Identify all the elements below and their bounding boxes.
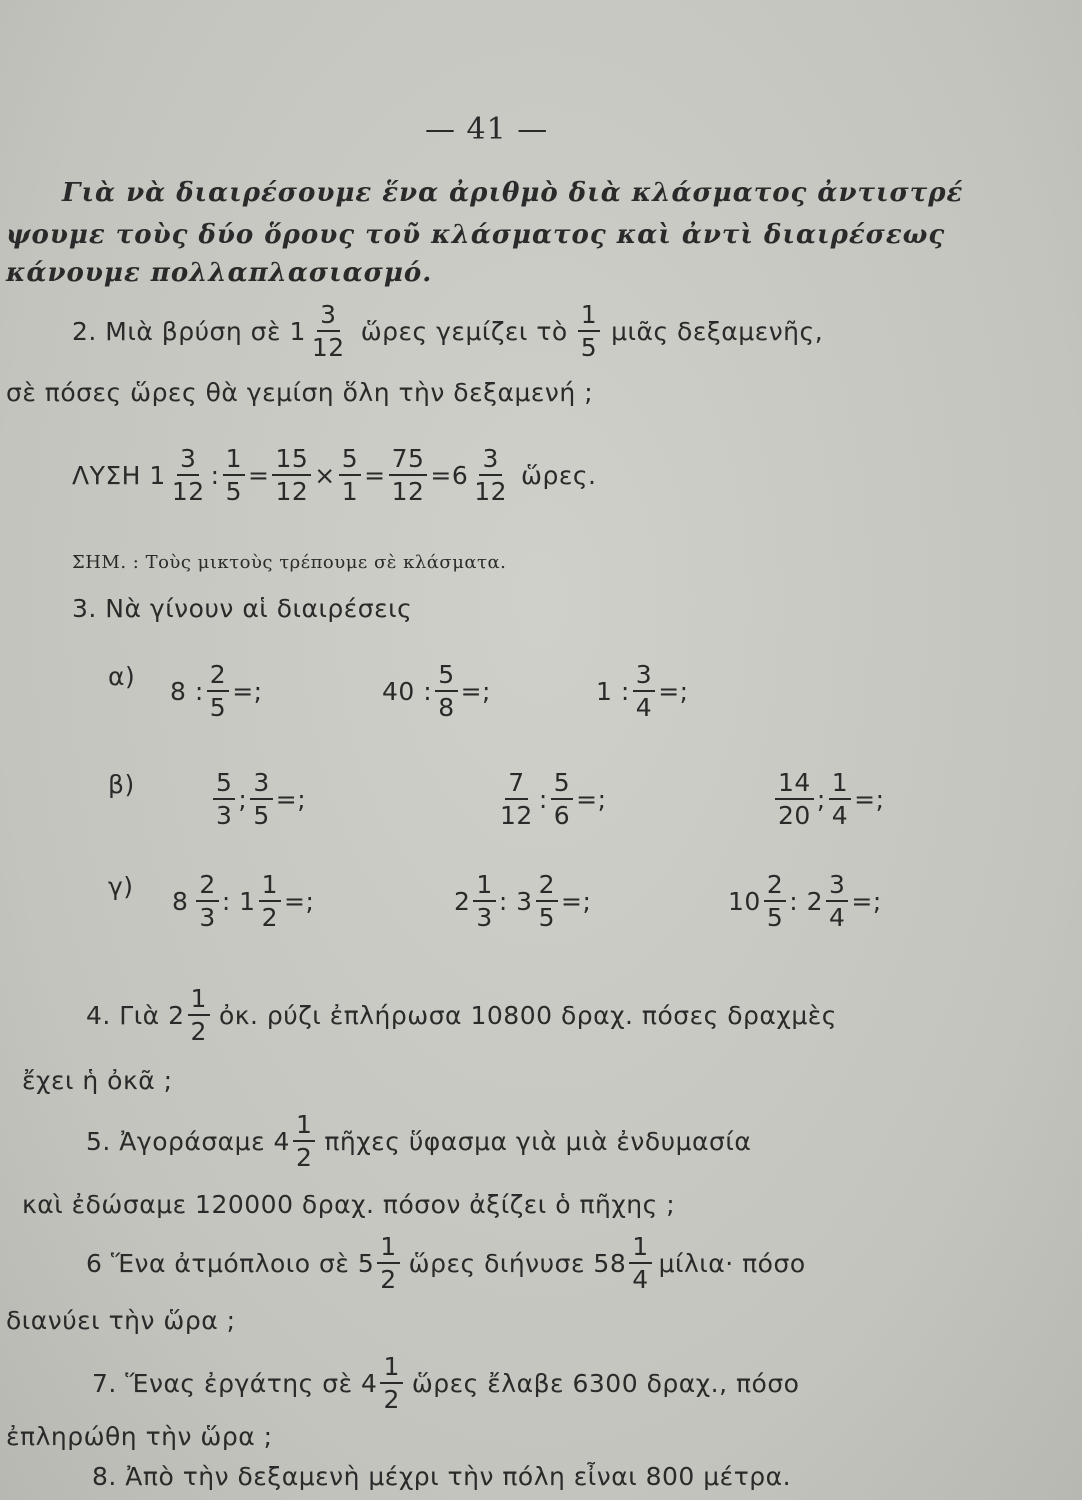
expr-text: : 3 — [498, 886, 533, 916]
fraction: $\frac{5}{3}$ — [213, 770, 235, 828]
problem-2-text-c: μιᾶς δεξαμενῆς, — [611, 316, 824, 346]
beta-expr-2 — [494, 770, 607, 828]
expr-text: =; — [851, 886, 882, 916]
beta-expr-3 — [772, 770, 885, 828]
problem-2-text-b: ὥρες γεμίζει τὸ — [360, 316, 568, 346]
problem-7-text-b: ὥρες ἔλαβε 6300 δραχ., πόσο — [411, 1368, 800, 1398]
fraction: $\frac{2}{5}$ — [536, 872, 558, 930]
problem-4-text-b: ὀκ. ρύζι ἐπλήρωσα 10800 δραχ. πόσες δραχμὲς — [218, 1000, 837, 1030]
expr-text: 10 — [728, 886, 761, 916]
problem-6-text-a: 6 Ἕνα ἀτμόπλοιο σὲ 5 — [86, 1248, 375, 1278]
fraction: $\frac{1}{3}$ — [473, 872, 495, 930]
fraction: $\frac{5}{1}$ — [339, 446, 361, 504]
expr-text: 1 : — [596, 676, 630, 706]
expr-text: ; — [238, 784, 248, 814]
problem-4-text-a: 4. Γιὰ 2 — [86, 1000, 185, 1030]
fraction: $\frac{75}{12}$ — [389, 446, 428, 504]
gamma-expr-1 — [172, 872, 314, 930]
alpha-label: α) — [108, 662, 136, 691]
rule-line-1: Γιὰ νὰ διαιρέσουμε ἕνα ἀριθμὸ διὰ κλάσματος ἀντιστρέ — [62, 178, 964, 208]
fraction: $\frac{2}{5}$ — [207, 662, 229, 720]
problem-5-line-2: καὶ ἐδώσαμε 120000 δραχ. πόσον ἀξίζει ὁ πῆχης ; — [22, 1190, 676, 1219]
problem-7-text-a: 7. Ἕνας ἐργάτης σὲ 4 — [92, 1368, 378, 1398]
operator: = — [247, 460, 270, 490]
expr-text: =; — [576, 784, 607, 814]
expr-text: : 1 — [221, 886, 256, 916]
problem-8-line-1: 8. Ἀπὸ τὴν δεξαμενὴ μέχρι τὴν πόλη εἶναι 800 μέτρα. — [92, 1462, 792, 1491]
operator: : — [210, 460, 220, 490]
beta-label-wrap — [108, 770, 135, 799]
expr-text: 40 : — [382, 676, 433, 706]
beta-label: β) — [108, 770, 135, 799]
rule-line-2: ψουμε τοὺς δύο ὅρους τοῦ κλάσματος καὶ ἀντὶ διαιρέσεως — [6, 220, 946, 250]
note: ΣΗΜ. : Τοὺς μικτοὺς τρέπουμε σὲ κλάσματα. — [72, 552, 507, 573]
fraction: $\frac{15}{12}$ — [272, 446, 311, 504]
expr-text: =; — [854, 784, 885, 814]
fraction: $\frac{3}{4}$ — [826, 872, 848, 930]
fraction: $\frac{3}{5}$ — [250, 770, 272, 828]
gamma-label: γ) — [108, 872, 134, 901]
problem-2-line-2: σὲ πόσες ὥρες θὰ γεμίση ὅλη τὴν δεξαμενή ; — [6, 378, 594, 407]
expr-text: =; — [275, 784, 307, 814]
page-number: — 41 — — [425, 112, 549, 147]
alpha-expr-1 — [170, 662, 263, 720]
rule-line-3: κάνουμε πολλαπλασιασμό. — [6, 258, 433, 288]
fraction: $\frac{5}{6}$ — [551, 770, 573, 828]
gamma-label-wrap — [108, 872, 134, 901]
fraction: $\frac{3}{12}$ — [171, 444, 205, 506]
beta-expr-1 — [210, 770, 306, 828]
expr-text: =; — [658, 676, 689, 706]
fraction: $\frac{14}{20}$ — [775, 770, 814, 828]
fraction: $\frac{3}{4}$ — [633, 662, 655, 720]
problem-5-line-1 — [86, 1112, 751, 1170]
problem-6-line-1 — [86, 1234, 806, 1292]
expr-text: 2 — [454, 886, 471, 916]
fraction: $\frac{3}{12}$ — [311, 300, 345, 362]
problem-5-text-a: 5. Ἀγοράσαμε 4 — [86, 1126, 290, 1156]
problem-7-line-2: ἐπληρώθη τὴν ὥρα ; — [6, 1422, 273, 1451]
expr-text: 8 : — [170, 676, 204, 706]
fraction: $\frac{1}{2}$ — [188, 986, 210, 1044]
operator: =6 — [430, 460, 469, 490]
solution-line — [72, 446, 596, 504]
problem-6-text-c: μίλια· πόσο — [658, 1248, 806, 1278]
fraction: $\frac{1}{2}$ — [380, 1354, 402, 1412]
expr-text: =; — [561, 886, 592, 916]
problem-4-line-1 — [86, 986, 837, 1044]
fraction: $\frac{1}{2}$ — [293, 1112, 315, 1170]
fraction: $\frac{1}{4}$ — [629, 1234, 651, 1292]
operator: = — [364, 460, 386, 490]
problem-6-line-2: διανύει τὴν ὥρα ; — [6, 1306, 236, 1335]
expr-text: =; — [284, 886, 315, 916]
fraction: $\frac{2}{3}$ — [196, 872, 218, 930]
fraction: $\frac{7}{12}$ — [500, 768, 533, 830]
problem-4-line-2: ἔχει ἡ ὀκᾶ ; — [22, 1066, 173, 1095]
problem-5-text-b: πῆχες ὕφασμα γιὰ μιὰ ἐνδυμασία — [324, 1126, 752, 1156]
expr-text: =; — [232, 676, 263, 706]
fraction: $\frac{5}{8}$ — [435, 662, 457, 720]
alpha-label-wrap — [108, 662, 135, 691]
solution-unit: ὥρες. — [521, 460, 597, 490]
expr-text: : 2 — [789, 886, 823, 916]
problem-2-line-1 — [72, 302, 823, 360]
fraction: $\frac{2}{5}$ — [764, 872, 786, 930]
fraction: $\frac{1}{2}$ — [259, 872, 281, 930]
alpha-expr-3 — [596, 662, 689, 720]
fraction: $\frac{1}{4}$ — [829, 770, 851, 828]
fraction: $\frac{3}{12}$ — [474, 444, 508, 506]
expr-text: ; — [816, 784, 826, 814]
problem-2-text-a: 2. Μιὰ βρύση σὲ 1 — [72, 316, 306, 346]
expr-text: : — [538, 784, 548, 814]
alpha-expr-2 — [382, 662, 491, 720]
problem-3-title: 3. Νὰ γίνουν αἱ διαιρέσεις — [72, 594, 413, 623]
gamma-expr-3 — [728, 872, 882, 930]
solution-label: ΛΥΣΗ 1 — [72, 460, 166, 490]
operator: × — [314, 460, 336, 490]
expr-text: 8 — [172, 886, 189, 916]
expr-text: =; — [460, 676, 491, 706]
problem-6-text-b: ὥρες διήνυσε 58 — [408, 1248, 627, 1278]
fraction: $\frac{1}{5}$ — [578, 302, 600, 360]
problem-7-line-1 — [92, 1354, 799, 1412]
fraction: $\frac{1}{2}$ — [377, 1234, 399, 1292]
gamma-expr-2 — [454, 872, 591, 930]
fraction: $\frac{1}{5}$ — [223, 446, 245, 504]
